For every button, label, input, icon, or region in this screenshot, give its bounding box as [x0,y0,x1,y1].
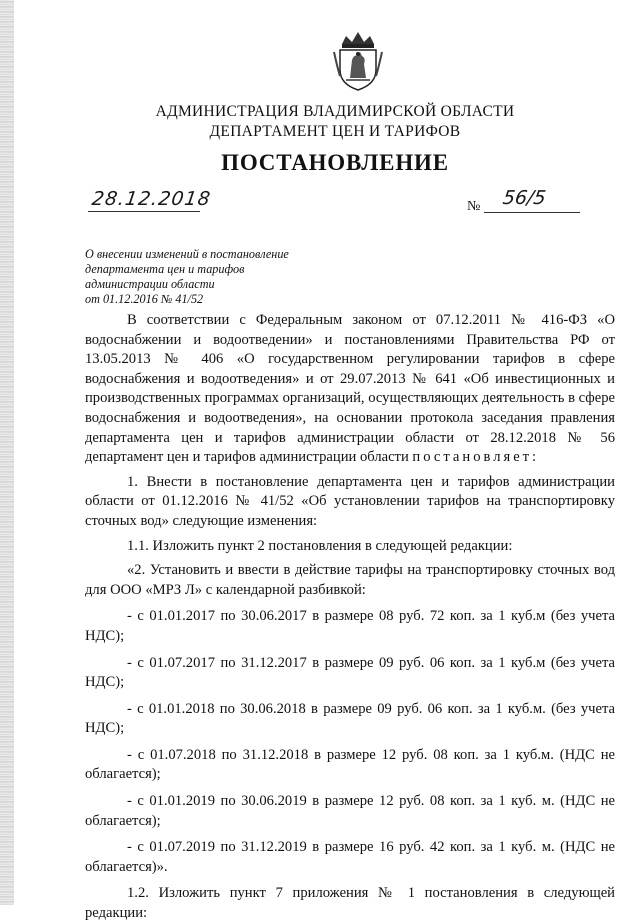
preamble-paragraph [85,311,615,468]
preamble-text: В соответствии с Федеральным законом от 07.12.2011 № 416-ФЗ «О водоснабжении и водоотведении» и постановлениями Правительства РФ от 13.05.2013 № 406 «О государственном регулировании тарифов в сфере водоснабжения и водоотведения» и от 29.07.2013 № 641 «Об инвестиционных и производственных программах организаций, осуществляющих деятельность в сфере водоснабжения и водоотведения», на основании протокола заседания правления департамента цен и тарифов администрации области от 28.12.2018 № 56 департамент цен и тарифов администрации области [85,312,615,466]
tariff-item: - с 01.07.2019 по 31.12.2019 в размере 16 руб. 42 коп. за 1 куб. м. (НДС не облагается)». [85,839,615,875]
document-body [85,311,615,924]
document-subject [85,247,325,307]
paragraph-1-1: 1.1. Изложить пункт 2 постановления в следующей редакции: [127,537,513,554]
department-name: ДЕПАРТАМЕНТ ЦЕН И ТАРИФОВ [209,123,461,140]
tariff-item: - с 01.01.2017 по 30.06.2017 в размере 08 руб. 72 коп. за 1 куб.м (без учета НДС); [85,608,615,644]
document-title: ПОСТАНОВЛЕНИЕ [221,150,449,175]
document-date: 28.12.2018 [90,188,213,210]
subject-line: от 01.12.2016 № 41/52 [85,292,204,306]
date-underline [88,211,200,212]
tariff-item: - с 01.07.2018 по 31.12.2018 в размере 12 руб. 08 коп. за 1 куб.м. (НДС не облагается); [85,746,615,783]
tariff-item: - с 01.07.2017 по 31.12.2017 в размере 09 руб. 06 коп. за 1 куб.м (без учета НДС); [85,654,615,691]
paragraph-1: 1. Внести в постановление департамента цен и тарифов администрации области от 01.12.2016 № 41/52 «Об установлении тарифов на транспортировку сточных вод» следующие изменения: [85,473,615,529]
subject-line: администрации области [85,277,215,291]
organization-name: АДМИНИСТРАЦИЯ ВЛАДИМИРСКОЙ ОБЛАСТИ [155,103,515,120]
paragraph-1-2: 1.2. Изложить пункт 7 приложения № 1 постановления в следующей редакции: [85,885,615,922]
paragraph-2-quote: «2. Установить и ввести в действие тарифы на транспортировку сточных вод для ООО «МРЗ Л» с календарной разбивкой: [85,562,615,598]
number-underline [484,212,580,213]
tariff-item: - с 01.01.2018 по 30.06.2018 в размере 09 руб. 06 коп. за 1 куб.м. (без учета НДС); [85,700,615,737]
document-number: 56/5 [501,187,548,209]
decree-word: постановляет: [412,449,540,466]
coat-of-arms-icon [332,30,384,92]
tariff-item: - с 01.01.2019 по 30.06.2019 в размере 12 руб. 08 коп. за 1 куб. м. (НДС не облагается); [85,793,615,829]
number-label: № [467,199,481,214]
subject-line: О внесении изменений в постановление [85,247,289,261]
subject-line: департамента цен и тарифов [85,262,245,276]
